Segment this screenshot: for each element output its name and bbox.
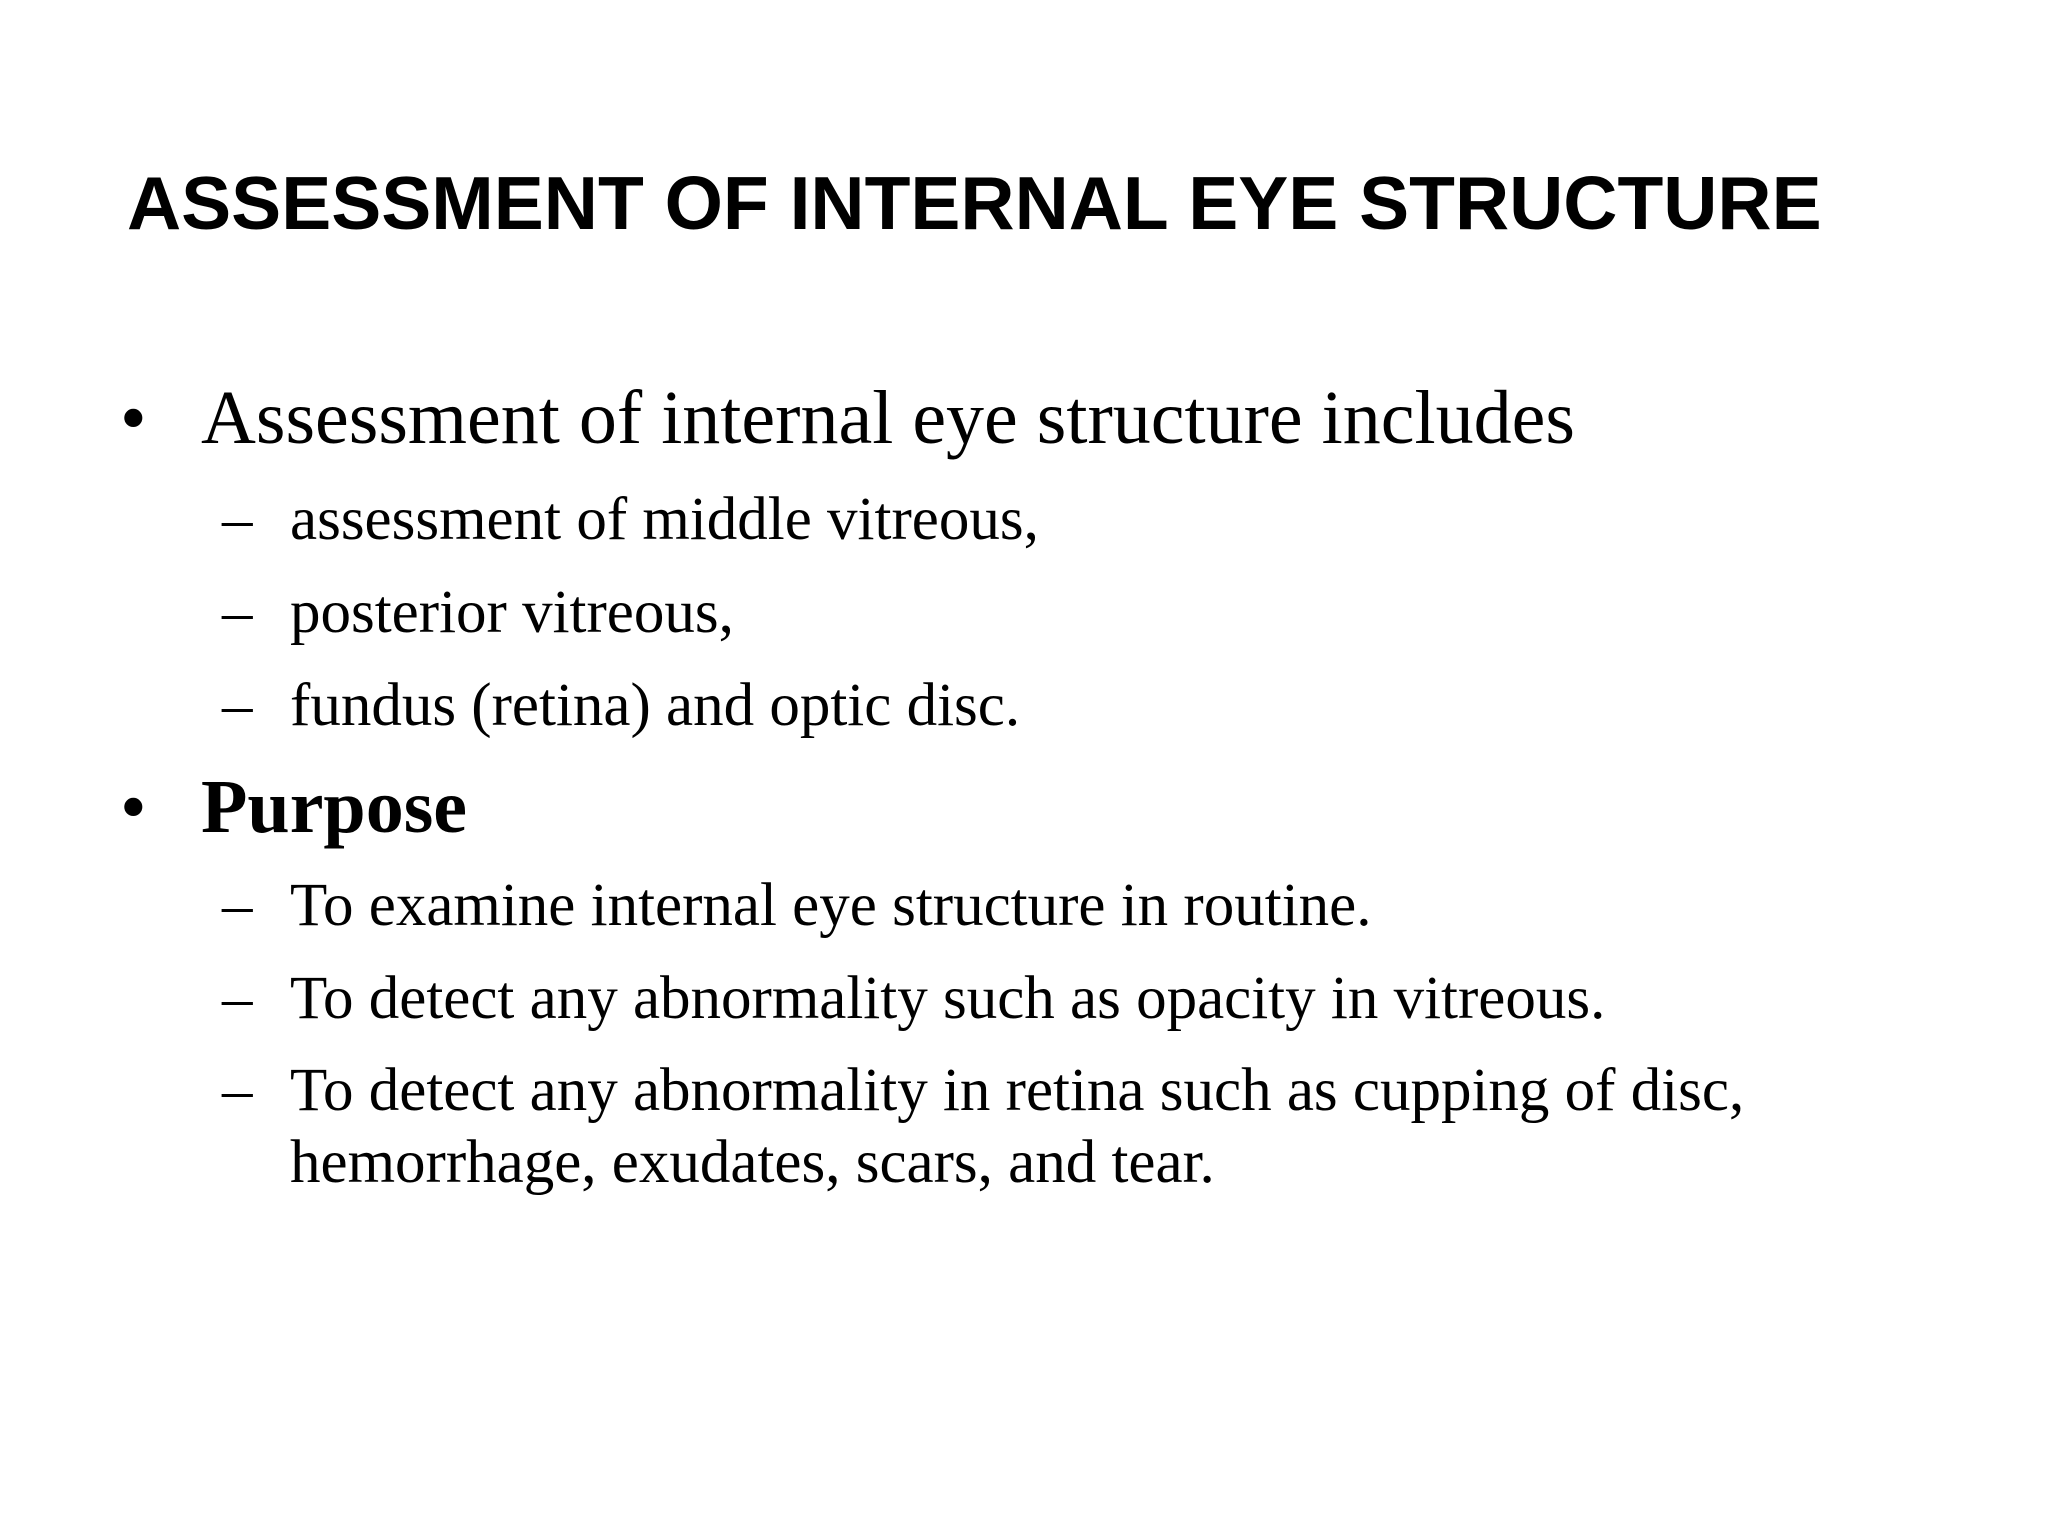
dash-icon: – bbox=[222, 579, 253, 646]
dash-icon: – bbox=[222, 872, 253, 939]
sub-item-text: assessment of middle vitreous, bbox=[290, 486, 1039, 553]
sub-item-text: fundus (retina) and optic disc. bbox=[290, 672, 1021, 739]
dash-icon: – bbox=[222, 672, 253, 739]
bullet-heading-includes: Assessment of internal eye structure includes bbox=[201, 376, 1575, 460]
bullet-heading-purpose: Purpose bbox=[201, 765, 467, 849]
bullet-icon: • bbox=[120, 376, 147, 460]
dash-icon: – bbox=[222, 486, 253, 553]
slide-title: ASSESSMENT OF INTERNAL EYE STRUCTURE bbox=[127, 161, 1822, 245]
sub-item-text: posterior vitreous, bbox=[290, 579, 734, 646]
sub-item-text: To examine internal eye structure in routine. bbox=[290, 872, 1372, 939]
sub-item-text: To detect any abnormality in retina such as cupping of disc, hemorrhage, exudates, scars, and tear. bbox=[290, 1057, 1745, 1196]
sub-item-text: To detect any abnormality such as opacity in vitreous. bbox=[290, 965, 1606, 1032]
dash-icon: – bbox=[222, 965, 253, 1032]
bullet-icon: • bbox=[120, 765, 147, 849]
dash-icon: – bbox=[222, 1057, 253, 1124]
